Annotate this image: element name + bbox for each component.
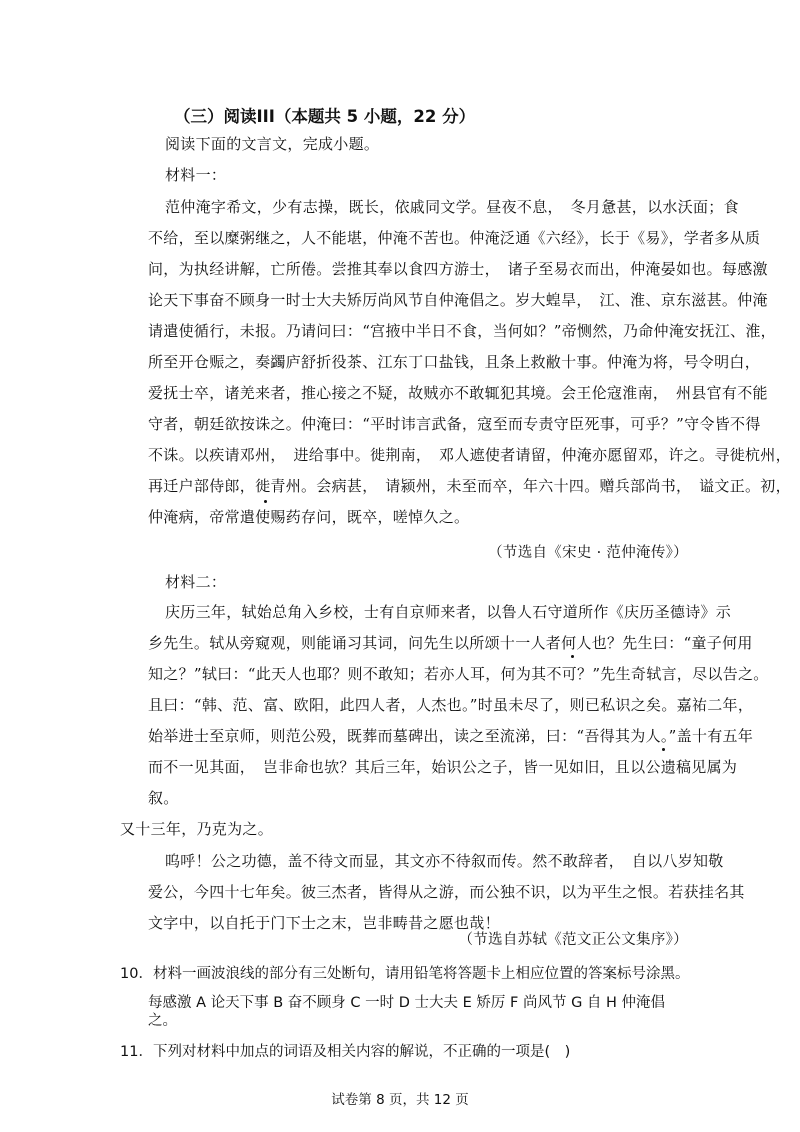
material2-line: 知之？”轼曰：“此天人也耶？则不敢知；若亦人耳，何为其不可？”先生奇轼言，尽以告之。 — [148, 665, 769, 683]
question-10: 10．材料一画波浪线的部分有三处断句，请用铅笔将答题卡上相应位置的答案标号涂黑。 — [120, 966, 690, 982]
material2-line: 庆历三年，轼始总角入乡校，士有自京师来者，以鲁人石守道所作《庆历圣德诗》示 — [165, 603, 732, 621]
emphasis-dot — [662, 748, 665, 751]
emphasis-dot — [571, 655, 574, 658]
material1-line: 问，为执经讲解，亡所倦。尝推其奉以食四方游士， 诸子至易衣而出，仲淹晏如也。每感激 — [148, 260, 768, 278]
material1-line: 论天下事奋不顾身一时士大夫矫厉尚风节自仲淹倡之。岁大蝗旱， 江、淮、京东滋甚。仲淹 — [148, 291, 768, 309]
material1-line: 爱抚士卒，诸羌来者，推心接之不疑，故贼亦不敢辄犯其境。会王伦寇淮南， 州县官有不能 — [148, 384, 768, 402]
material2-para2-line: 爱公，今四十七年矣。彼三杰者，皆得从之游，而公独不识，以为平生之恨。若获挂名其 — [148, 883, 745, 901]
material1-line: 所至开仓赈之，奏蠲庐舒折役茶、江东丁口盐钱，且条上救敝十事。仲淹为将，号令明白， — [148, 353, 761, 371]
material2-label: 材料二： — [165, 573, 227, 591]
material1-source: （节选自《宋史 · 范仲淹传》） — [488, 545, 688, 561]
emphasis-dot — [264, 500, 267, 503]
material2-para2-line: 文字中，以自托于门下士之末，岂非畴昔之愿也哉！ — [148, 914, 500, 932]
material1-line: 守者，朝廷欲按诛之。仲淹曰：“平时讳言武备，寇至而专责守臣死事，可乎？”守令皆不得 — [148, 415, 761, 433]
material2-line: 叙。 — [148, 789, 179, 807]
material2-line-after: 又十三年，乃克为之。 — [120, 820, 274, 838]
material1-line: 不诛。以疾请邓州， 进给事中。徙荆南， 邓人遮使者请留，仲淹亦愿留邓，许之。寻徙杭州， — [148, 446, 791, 464]
page-footer: 试卷第 8 页，共 12 页 — [331, 1092, 469, 1108]
question-10-options: 每感激 A 论天下事 B 奋不顾身 C 一时 D 士大夫 E 矫厉 F 尚风节 G 自 H 仲淹倡 — [148, 995, 666, 1011]
material2-line: 且曰：“韩、范、富、欧阳，此四人者，人杰也。”时虽未尽了，则已私识之矣。嘉祐二年， — [148, 696, 754, 714]
material2-line: 始举进士至京师，则范公殁，既葬而墓碑出，读之至流涕，曰：“吾得其为人。”盖十有五年 — [148, 727, 754, 745]
question-10-options-cont: 之。 — [148, 1013, 177, 1029]
material2-source: （节选自苏轼《范文正公文集序》） — [458, 932, 688, 948]
material1-label: 材料一： — [165, 166, 227, 184]
material1-line: 不给，至以糜粥继之，人不能堪，仲淹不苦也。仲淹泛通《六经》，长于《易》，学者多从质 — [148, 229, 761, 247]
instruction: 阅读下面的文言文，完成小题。 — [165, 135, 380, 153]
material2-line: 而不一见其面， 岂非命也欤？其后三年，始识公之子，皆一见如旧，且以公遗稿见属为 — [148, 758, 738, 776]
material2-para2-line: 呜呼！公之功德，盖不待文而显，其文亦不待叙而传。然不敢辞者， 自以八岁知敬 — [165, 852, 724, 870]
material1-line: 请遣使循行，未报。乃请问曰：“宫掖中半日不食，当何如？”帝恻然，乃命仲淹安抚江、淮， — [148, 322, 776, 340]
material1-line: 仲淹病，帝常遣使赐药存问，既卒，嗟悼久之。 — [148, 508, 470, 526]
material2-line: 乡先生。轼从旁窥观，则能诵习其词，问先生以所颂十一人者何人也？先生曰：“童子何用 — [148, 634, 753, 652]
question-11: 11．下列对材料中加点的词语及相关内容的解说，不正确的一项是( ) — [120, 1044, 571, 1060]
material1-line: 范仲淹字希文，少有志操，既长，依戚同文学。昼夜不息， 冬月惫甚，以水沃面；食 — [165, 198, 739, 216]
material1-line: 再迁户部侍郎，徙青州。会病甚， 请颍州，未至而卒，年六十四。赠兵部尚书， 谥文正。初， — [148, 477, 791, 495]
section-title: （三）阅读III（本题共 5 小题，22 分） — [174, 107, 476, 126]
